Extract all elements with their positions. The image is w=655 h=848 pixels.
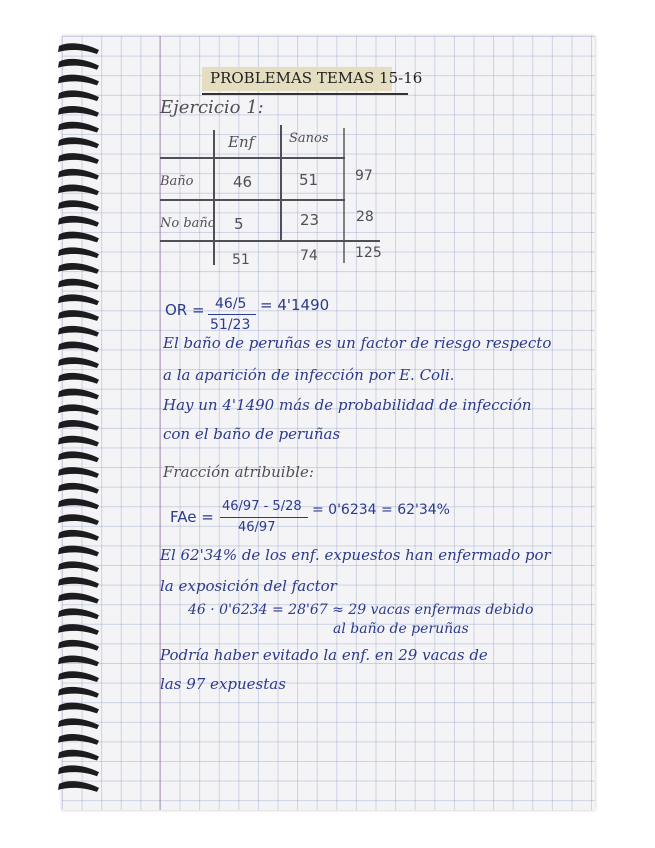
cell-bano-sanos: 51: [299, 171, 319, 189]
fac-prefix: FAe =: [170, 508, 214, 526]
spiral-ring: [58, 153, 99, 164]
spiral-ring: [58, 294, 99, 305]
spiral-ring: [58, 279, 99, 290]
spiral-ring: [58, 342, 99, 353]
table-hline-3: [160, 240, 380, 242]
spiral-ring: [58, 232, 99, 243]
spiral-ring: [58, 750, 99, 761]
spiral-ring: [58, 593, 99, 604]
cell-nobano-enf: 5: [234, 215, 244, 233]
table-hline-2: [160, 199, 345, 201]
total-enf: 51: [232, 252, 250, 268]
spiral-ring: [58, 467, 99, 478]
table-vline-2: [280, 125, 282, 242]
spiral-ring: [58, 310, 99, 321]
spiral-ring: [58, 499, 99, 510]
spiral-ring: [58, 216, 99, 227]
notebook-page: [62, 36, 595, 810]
spiral-ring: [58, 451, 99, 462]
spiral-ring: [58, 546, 99, 557]
spiral-ring: [58, 326, 99, 337]
spiral-ring: [58, 90, 99, 101]
col-header-enf: Enf: [228, 133, 255, 151]
spiral-ring: [58, 389, 99, 400]
paragraph1-line2: a la aparición de infección por E. Coli.: [163, 366, 455, 384]
spiral-ring: [58, 122, 99, 133]
spiral-ring: [58, 75, 99, 86]
fac-denominator: 46/97: [238, 520, 276, 535]
spiral-ring: [58, 608, 99, 619]
spiral-ring: [58, 137, 99, 148]
or-prefix: OR =: [165, 301, 205, 319]
margin-line: [159, 36, 161, 810]
fac-result: = 0'6234 = 62'34%: [312, 502, 450, 518]
fac-fraction-bar: [220, 517, 308, 518]
col-header-sanos: Sanos: [289, 131, 329, 146]
spiral-ring: [58, 357, 99, 368]
spiral-ring: [58, 718, 99, 729]
table-hline-1: [160, 157, 345, 159]
paragraph2-line1: El 62'34% de los enf. expuestos han enfermado por: [160, 546, 551, 564]
fraction-heading: Fracción atribuible:: [163, 463, 314, 481]
calc-line-continued: al baño de peruñas: [333, 621, 469, 637]
cell-nobano-total: 28: [356, 209, 374, 225]
spiral-binding: [55, 40, 105, 800]
spiral-ring: [58, 404, 99, 415]
or-denominator: 51/23: [210, 317, 251, 333]
page-title: PROBLEMAS TEMAS 15-16: [210, 69, 423, 87]
or-numerator: 46/5: [215, 296, 247, 312]
paragraph3-line1: Podría haber evitado la enf. en 29 vacas de: [160, 646, 488, 664]
spiral-ring: [58, 169, 99, 180]
spiral-ring: [58, 200, 99, 211]
spiral-ring: [58, 514, 99, 525]
or-fraction-bar: [208, 314, 256, 315]
title-underline: [202, 93, 408, 95]
or-result: = 4'1490: [260, 296, 330, 314]
spiral-ring: [58, 577, 99, 588]
spiral-ring: [58, 59, 99, 70]
spiral-ring: [58, 185, 99, 196]
spiral-ring: [58, 420, 99, 431]
row-label-bano: Baño: [160, 174, 194, 189]
spiral-ring: [58, 656, 99, 667]
total-grand: 125: [355, 245, 382, 261]
calc-line: 46 · 0'6234 = 28'67 ≈ 29 vacas enfermas debido: [188, 602, 534, 618]
spiral-ring: [58, 436, 99, 447]
paragraph1-line1: El baño de peruñas es un factor de riesgo respecto: [163, 334, 552, 352]
total-sanos: 74: [300, 248, 318, 264]
spiral-ring: [58, 781, 99, 792]
spiral-ring: [58, 43, 99, 54]
paragraph3-line2: las 97 expuestas: [160, 675, 286, 693]
paragraph1-line4: con el baño de peruñas: [163, 425, 341, 443]
spiral-ring: [58, 561, 99, 572]
spiral-ring: [58, 373, 99, 384]
table-vline-1: [213, 130, 215, 265]
table-vline-3: [343, 128, 345, 263]
paragraph1-line3: Hay un 4'1490 más de probabilidad de infección: [163, 396, 532, 414]
paragraph2-line2: la exposición del factor: [160, 577, 337, 595]
cell-nobano-sanos: 23: [300, 211, 320, 229]
fac-numerator: 46/97 - 5/28: [222, 499, 302, 514]
spiral-ring: [58, 703, 99, 714]
row-label-no-bano: No baño: [160, 216, 216, 231]
spiral-ring: [58, 263, 99, 274]
spiral-ring: [58, 734, 99, 745]
spiral-ring: [58, 624, 99, 635]
spiral-ring: [58, 671, 99, 682]
exercise-heading: Ejercicio 1:: [160, 97, 264, 118]
spiral-ring: [58, 247, 99, 258]
spiral-ring: [58, 530, 99, 541]
cell-bano-total: 97: [355, 168, 373, 184]
spiral-ring: [58, 483, 99, 494]
spiral-ring: [58, 640, 99, 651]
cell-bano-enf: 46: [233, 173, 253, 191]
spiral-ring: [58, 106, 99, 117]
spiral-ring: [58, 687, 99, 698]
spiral-ring: [58, 765, 99, 776]
